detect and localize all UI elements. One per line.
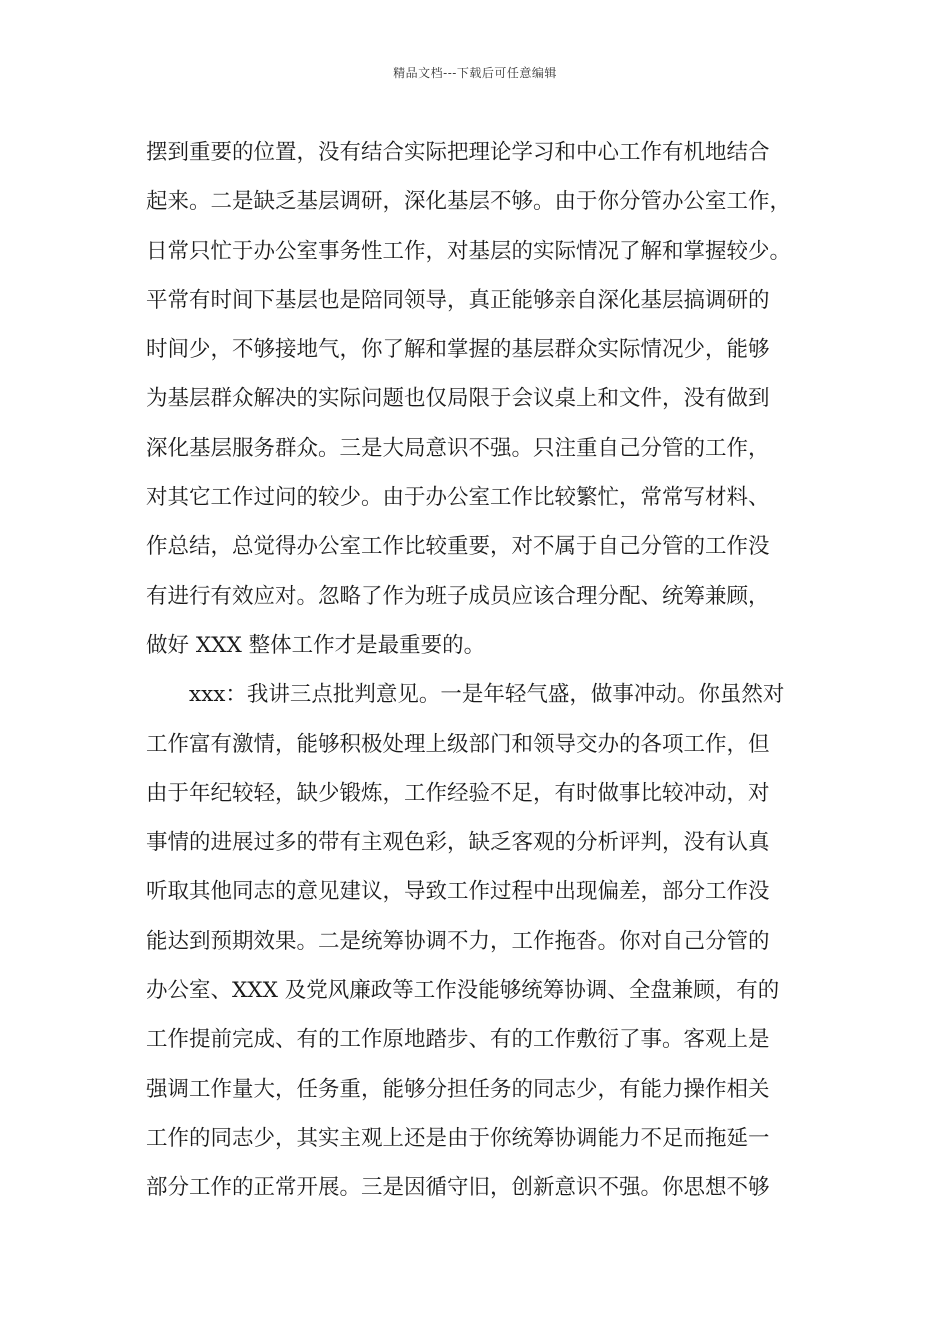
text-line: 有进行有效应对。忽略了作为班子成员应该合理分配、统筹兼顾， — [146, 583, 770, 609]
page-header: 精品文档---下载后可任意编辑 — [393, 66, 557, 80]
text-line: 听取其他同志的意见建议，导致工作过程中出现偏差，部分工作没 — [146, 879, 770, 905]
text-line: 由于年纪较轻，缺少锻炼，工作经验不足，有时做事比较冲动，对 — [146, 780, 770, 806]
text-line: 作总结，总觉得办公室工作比较重要，对不属于自己分管的工作没 — [146, 534, 770, 560]
text-line: 起来。二是缺乏基层调研，深化基层不够。由于你分管办公室工作， — [146, 189, 792, 215]
document-body — [146, 131, 826, 1216]
text-line: 能达到预期效果。二是统筹协调不力，工作拖沓。你对自己分管的 — [146, 928, 770, 954]
text-line: 摆到重要的位置，没有结合实际把理论学习和中心工作有机地结合 — [146, 140, 770, 165]
text-line: 做好 XXX 整体工作才是最重要的。 — [146, 632, 486, 658]
text-line: 办公室、XXX 及党风廉政等工作没能够统筹协调、全盘兼顾，有的 — [146, 978, 780, 1004]
text-line: 为基层群众解决的实际问题也仅局限于会议桌上和文件，没有做到 — [146, 386, 770, 412]
text-line: 日常只忙于办公室事务性工作，对基层的实际情况了解和掌握较少。 — [146, 238, 792, 264]
text-line: 深化基层服务群众。三是大局意识不强。只注重自己分管的工作， — [146, 435, 770, 461]
text-line: 时间少，不够接地气，你了解和掌握的基层群众实际情况少，能够 — [146, 337, 770, 363]
text-line: 工作富有激情，能够积极处理上级部门和领导交办的各项工作，但 — [146, 731, 770, 757]
text-line: 部分工作的正常开展。三是因循守旧，创新意识不强。你思想不够 — [146, 1175, 770, 1201]
text-line: 平常有时间下基层也是陪同领导，真正能够亲自深化基层搞调研的 — [146, 287, 770, 313]
text-line: 强调工作量大，任务重，能够分担任务的同志少，有能力操作相关 — [146, 1076, 770, 1102]
text-line: 工作提前完成、有的工作原地踏步、有的工作敷衍了事。客观上是 — [146, 1027, 770, 1053]
text-line: 工作的同志少，其实主观上还是由于你统筹协调能力不足而拖延一 — [146, 1125, 770, 1151]
text-line: 对其它工作过问的较少。由于办公室工作比较繁忙，常常写材料、 — [146, 485, 770, 511]
text-line: 事情的进展过多的带有主观色彩，缺乏客观的分析评判，没有认真 — [146, 830, 770, 856]
paragraph-start-line: xxx：我讲三点批判意见。一是年轻气盛，做事冲动。你虽然对 — [189, 682, 785, 708]
